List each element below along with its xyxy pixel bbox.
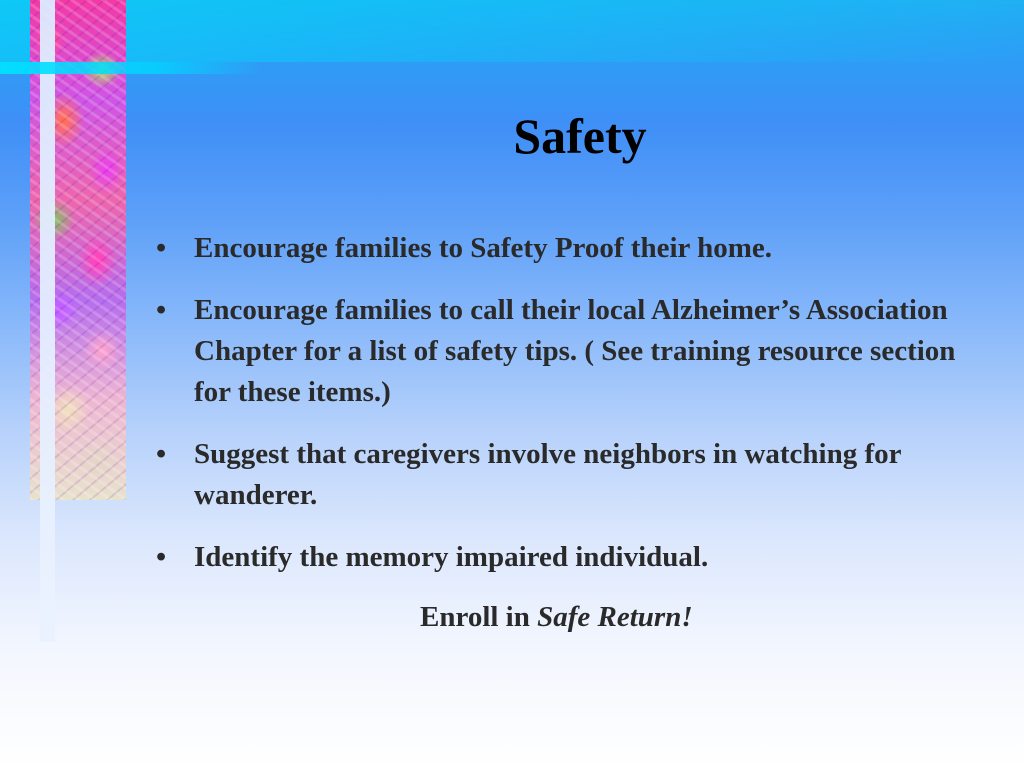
bullet-item xyxy=(150,434,980,516)
bullet-item xyxy=(150,290,980,413)
enroll-line xyxy=(420,597,940,638)
bullet-dot-icon: • xyxy=(156,541,167,573)
bullet-text: Encourage families to Safety Proof their home. xyxy=(194,232,773,264)
bullet-dot-icon: • xyxy=(156,438,167,470)
safe-return-emphasis: Safe Return! xyxy=(537,601,693,633)
bullet-dot-icon: • xyxy=(156,294,167,326)
bullet-text: Suggest that caregivers involve neighbors in watching for wanderer. xyxy=(194,438,902,511)
bullet-dot-icon: • xyxy=(156,232,167,264)
enroll-prefix: Enroll in xyxy=(420,601,538,633)
top-band xyxy=(0,0,1024,62)
bullet-item xyxy=(150,228,980,269)
horizontal-accent-bar xyxy=(0,62,260,74)
vertical-accent-bar xyxy=(40,0,55,642)
bullet-text: Identify the memory impaired individual. xyxy=(194,541,709,573)
bullet-list xyxy=(150,228,980,599)
bullet-item xyxy=(150,537,980,578)
slide-title: Safety xyxy=(513,108,647,164)
bullet-text: Encourage families to call their local Alzheimer’s Association Chapter for a list of safety tips. ( See training resource section for these items.) xyxy=(194,294,956,408)
